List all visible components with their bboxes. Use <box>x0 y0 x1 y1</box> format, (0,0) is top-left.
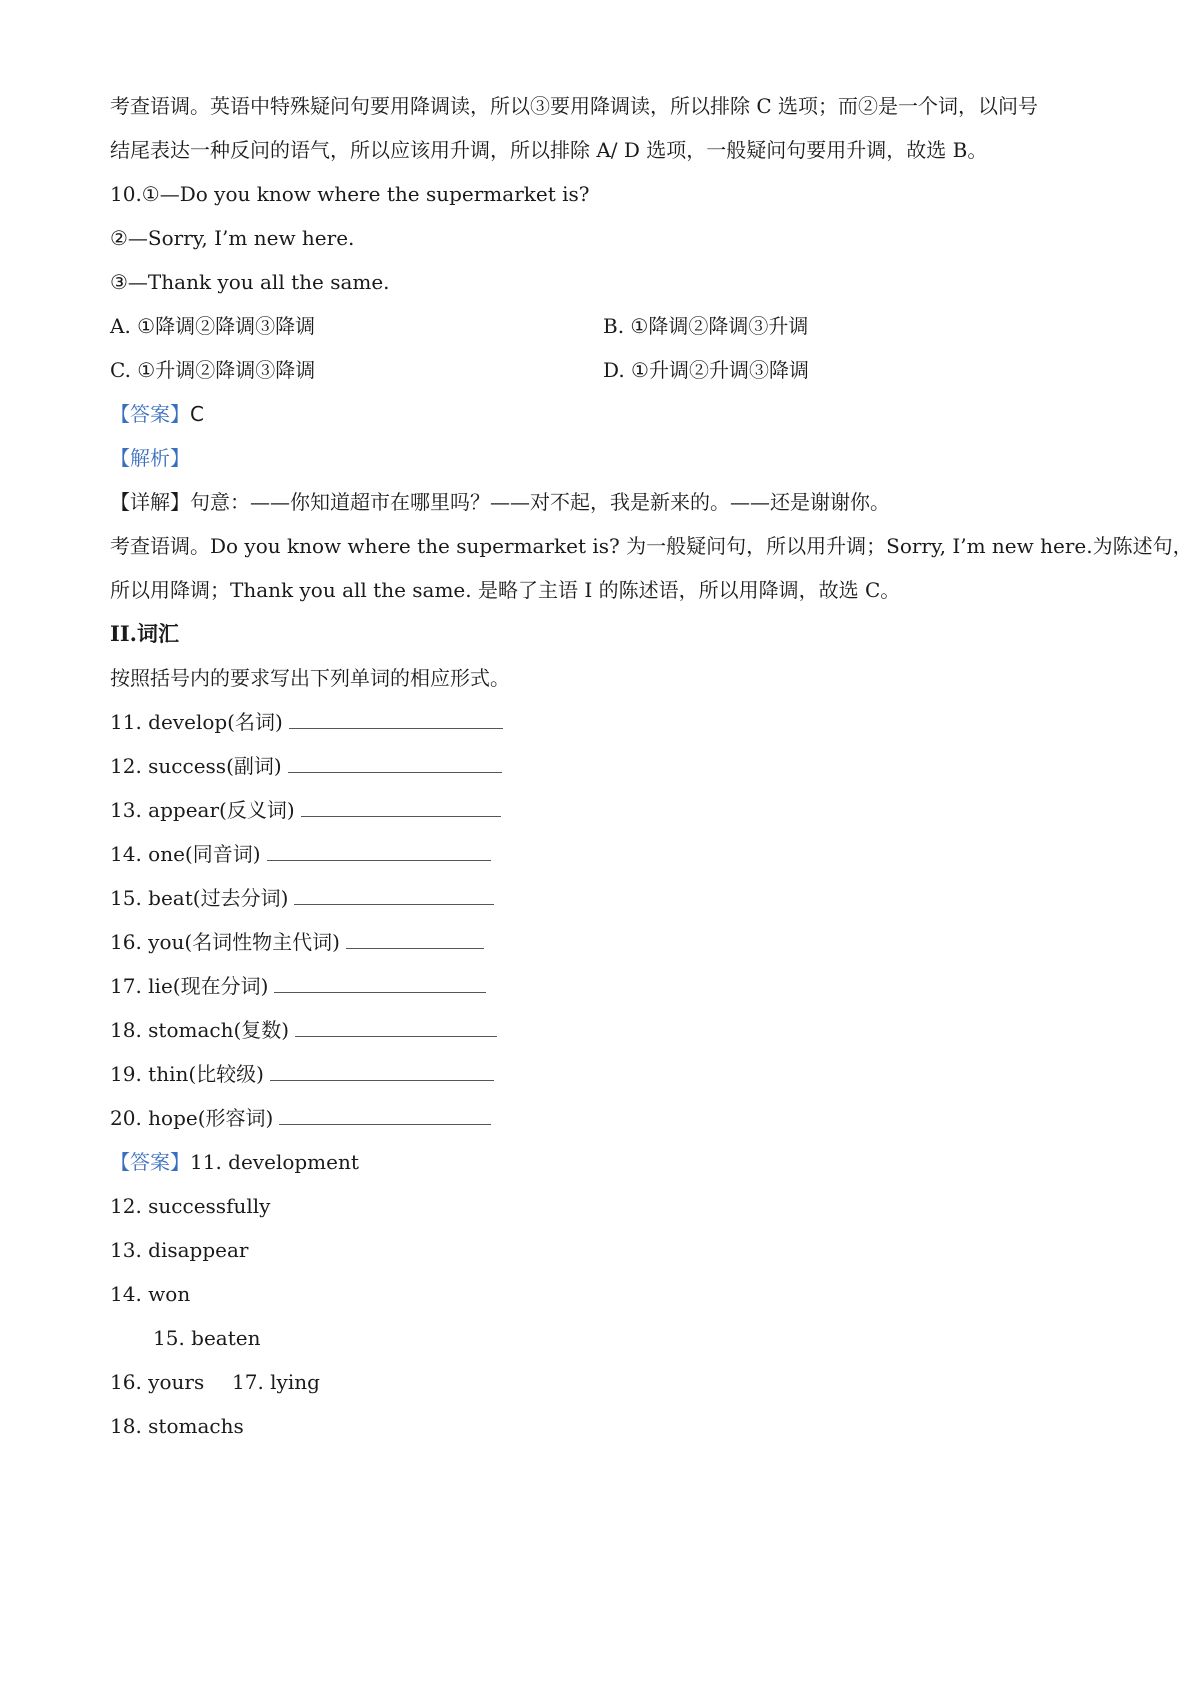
question-10-line-3: ③—Thank you all the same. <box>110 270 390 294</box>
vocab-answer-row <box>110 1148 359 1176</box>
answer-blank[interactable] <box>270 1064 494 1081</box>
answer-blank[interactable] <box>295 1020 497 1037</box>
explanation-line-1: 考查语调。英语中特殊疑问句要用降调读，所以③要用降调读，所以排除 C 选项；而②是一个词，以问号 <box>110 94 1039 118</box>
detail-row <box>110 488 890 516</box>
explanation-line-2: 结尾表达一种反问的语气，所以应该用升调，所以排除 A/ D 选项，一般疑问句要用升调，故选 B。 <box>110 138 988 162</box>
option-a: A. ①降调②降调③降调 <box>110 314 316 338</box>
vocab-item: 19. thin(比较级) <box>110 1060 494 1088</box>
vocab-item: 17. lie(现在分词) <box>110 972 486 1000</box>
vocab-item: 18. stomach(复数) <box>110 1016 497 1044</box>
vocab-item: 16. you(名词性物主代词) <box>110 928 484 956</box>
detail-tag: 【详解】 <box>110 490 190 514</box>
answer-blank[interactable] <box>267 844 491 861</box>
answer-blank[interactable] <box>301 800 501 817</box>
answer-tag: 【答案】 <box>110 1150 190 1174</box>
vocab-item: 11. develop(名词) <box>110 708 503 736</box>
q10-explanation-line-2: 所以用降调；Thank you all the same. 是略了主语 I 的陈述语，所以用降调，故选 C。 <box>110 578 901 602</box>
answer-blank[interactable] <box>274 976 486 993</box>
question-10-line-1: 10.①—Do you know where the supermarket is? <box>110 182 590 206</box>
vocab-item: 20. hope(形容词) <box>110 1104 491 1132</box>
vocab-item: 12. success(副词) <box>110 752 502 780</box>
vocab-item: 13. appear(反义词) <box>110 796 501 824</box>
section-heading: II.词汇 <box>110 621 179 646</box>
answer-value: C <box>190 402 204 426</box>
option-b: B. ①降调②降调③升调 <box>603 314 809 338</box>
q10-explanation-line-1: 考查语调。Do you know where the supermarket is? 为一般疑问句，所以用升调；Sorry, I’m new here.为陈述句， <box>110 534 1193 558</box>
vocab-answer: 17. lying <box>232 1370 320 1394</box>
vocab-answer: 15. beaten <box>153 1326 261 1350</box>
vocab-item: 15. beat(过去分词) <box>110 884 494 912</box>
answer-blank[interactable] <box>289 712 503 729</box>
answer-row-10 <box>110 400 204 428</box>
answer-blank[interactable] <box>288 756 502 773</box>
question-10-line-2: ②—Sorry, I’m new here. <box>110 226 355 250</box>
answer-blank[interactable] <box>294 888 494 905</box>
vocab-answer: 11. development <box>190 1150 359 1174</box>
vocab-answer: 14. won <box>110 1282 191 1306</box>
vocab-answer: 12. successfully <box>110 1194 271 1218</box>
analysis-tag: 【解析】 <box>110 446 190 470</box>
section-instruction: 按照括号内的要求写出下列单词的相应形式。 <box>110 666 510 690</box>
detail-text: 句意：——你知道超市在哪里吗？——对不起，我是新来的。——还是谢谢你。 <box>190 490 890 514</box>
answer-blank[interactable] <box>346 932 484 949</box>
vocab-answer: 13. disappear <box>110 1238 249 1262</box>
vocab-answer: 18. stomachs <box>110 1414 244 1438</box>
vocab-item: 14. one(同音词) <box>110 840 491 868</box>
option-d: D. ①升调②升调③降调 <box>603 358 809 382</box>
answer-tag: 【答案】 <box>110 402 190 426</box>
option-c: C. ①升调②降调③降调 <box>110 358 316 382</box>
answer-blank[interactable] <box>279 1108 491 1125</box>
vocab-answer: 16. yours <box>110 1370 205 1394</box>
